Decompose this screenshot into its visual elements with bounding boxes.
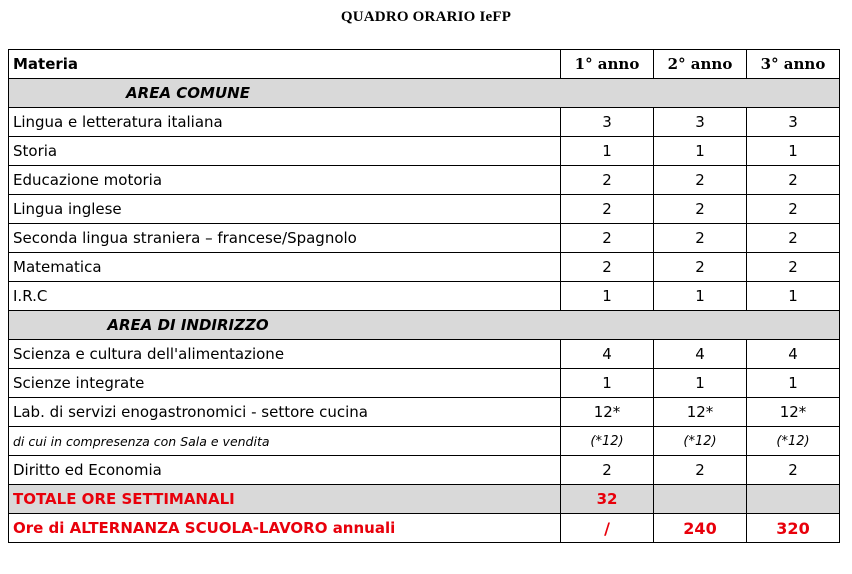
alternanza-year-1: / [561, 514, 654, 543]
total-year-3 [747, 485, 840, 514]
hours-year-1: 12* [561, 398, 654, 427]
subject-name: Lingua inglese [9, 195, 561, 224]
hours-year-3: 2 [747, 166, 840, 195]
header-year-1: 1° anno [561, 50, 654, 79]
hours-year-1: 2 [561, 166, 654, 195]
hours-year-2: 1 [654, 282, 747, 311]
hours-year-2: 2 [654, 456, 747, 485]
total-label: TOTALE ORE SETTIMANALI [9, 485, 561, 514]
hours-year-2: 2 [654, 195, 747, 224]
hours-year-1: 2 [561, 456, 654, 485]
total-row [9, 485, 840, 514]
hours-year-2: 2 [654, 224, 747, 253]
table-row [9, 398, 840, 427]
hours-year-3: 4 [747, 340, 840, 369]
hours-year-2: 3 [654, 108, 747, 137]
table-row [9, 456, 840, 485]
subject-note: di cui in compresenza con Sala e vendita [9, 427, 561, 456]
subject-name: Diritto ed Economia [9, 456, 561, 485]
hours-year-1: 1 [561, 282, 654, 311]
subject-name: Lab. di servizi enogastronomici - settore cucina [9, 398, 561, 427]
document-title: QUADRO ORARIO IeFP [340, 9, 512, 25]
hours-year-1: 4 [561, 340, 654, 369]
hours-year-3: 1 [747, 369, 840, 398]
hours-year-3: 2 [747, 195, 840, 224]
subject-name: Matematica [9, 253, 561, 282]
subject-name: Storia [9, 137, 561, 166]
table-row [9, 340, 840, 369]
hours-year-2: 1 [654, 369, 747, 398]
alternanza-row [9, 514, 840, 543]
schedule-table [8, 49, 840, 543]
table-row [9, 195, 840, 224]
table-row-note [9, 427, 840, 456]
hours-year-3: 1 [747, 137, 840, 166]
subject-name: Scienze integrate [9, 369, 561, 398]
hours-year-3: 12* [747, 398, 840, 427]
area-comune-label: AREA COMUNE [126, 84, 250, 102]
table-row [9, 166, 840, 195]
header-year-2: 2° anno [654, 50, 747, 79]
alternanza-year-3: 320 [747, 514, 840, 543]
table-row [9, 108, 840, 137]
hours-year-3: (*12) [747, 427, 840, 456]
total-year-1: 32 [561, 485, 654, 514]
subject-name: Scienza e cultura dell'alimentazione [9, 340, 561, 369]
hours-year-3: 2 [747, 456, 840, 485]
hours-year-2: (*12) [654, 427, 747, 456]
hours-year-1: 2 [561, 195, 654, 224]
hours-year-2: 2 [654, 253, 747, 282]
subject-name: Educazione motoria [9, 166, 561, 195]
header-year-3: 3° anno [747, 50, 840, 79]
table-row [9, 369, 840, 398]
hours-year-1: 1 [561, 369, 654, 398]
subject-name: Seconda lingua straniera – francese/Spagnolo [9, 224, 561, 253]
hours-year-2: 12* [654, 398, 747, 427]
hours-year-3: 2 [747, 253, 840, 282]
alternanza-label: Ore di ALTERNANZA SCUOLA-LAVORO annuali [9, 514, 561, 543]
table-row [9, 282, 840, 311]
hours-year-1: 2 [561, 253, 654, 282]
hours-year-2: 4 [654, 340, 747, 369]
table-row [9, 224, 840, 253]
hours-year-3: 2 [747, 224, 840, 253]
area-indirizzo-label: AREA DI INDIRIZZO [107, 316, 269, 334]
hours-year-1: 3 [561, 108, 654, 137]
table-row [9, 253, 840, 282]
area-comune-row [9, 79, 840, 108]
area-indirizzo-row [9, 311, 840, 340]
hours-year-2: 2 [654, 166, 747, 195]
hours-year-1: 2 [561, 224, 654, 253]
table-header-row [9, 50, 840, 79]
hours-year-1: 1 [561, 137, 654, 166]
subject-name: Lingua e letteratura italiana [9, 108, 561, 137]
hours-year-1: (*12) [561, 427, 654, 456]
hours-year-3: 3 [747, 108, 840, 137]
subject-name: I.R.C [9, 282, 561, 311]
hours-year-2: 1 [654, 137, 747, 166]
table-row [9, 137, 840, 166]
header-materia: Materia [9, 50, 561, 79]
total-year-2 [654, 485, 747, 514]
alternanza-year-2: 240 [654, 514, 747, 543]
hours-year-3: 1 [747, 282, 840, 311]
